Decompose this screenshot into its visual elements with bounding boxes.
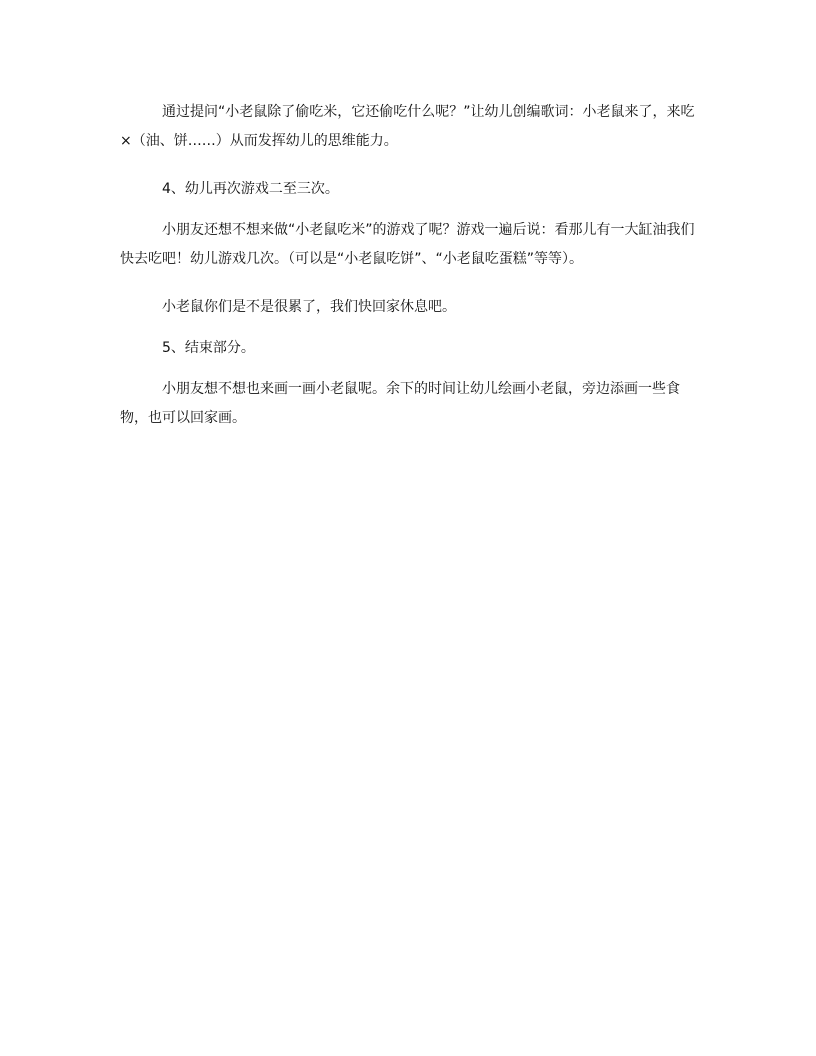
paragraph-drawing: 小朋友想不想也来画一画小老鼠呢。余下的时间让幼儿绘画小老鼠，旁边添画一些食物，也可以回家画。 <box>120 381 680 426</box>
document-body <box>120 98 696 452</box>
paragraph-step-5: 5、结束部分。 <box>162 340 255 356</box>
paragraph-rest: 小老鼠你们是不是很累了，我们快回家休息吧。 <box>162 299 456 315</box>
paragraph-question-prompt: 通过提问“小老鼠除了偷吃米，它还偷吃什么呢？”让幼儿创编歌词：小老鼠来了，来吃×（油、饼……）从而发挥幼儿的思维能力。 <box>120 104 695 149</box>
paragraph-game-again: 小朋友还想不想来做“小老鼠吃米”的游戏了呢？游戏一遍后说：看那儿有一大缸油我们快去吃吧！幼儿游戏几次。（可以是“小老鼠吃饼”、“小老鼠吃蛋糕”等等）。 <box>120 222 695 267</box>
paragraph-step-4: 4、幼儿再次游戏二至三次。 <box>162 181 339 197</box>
